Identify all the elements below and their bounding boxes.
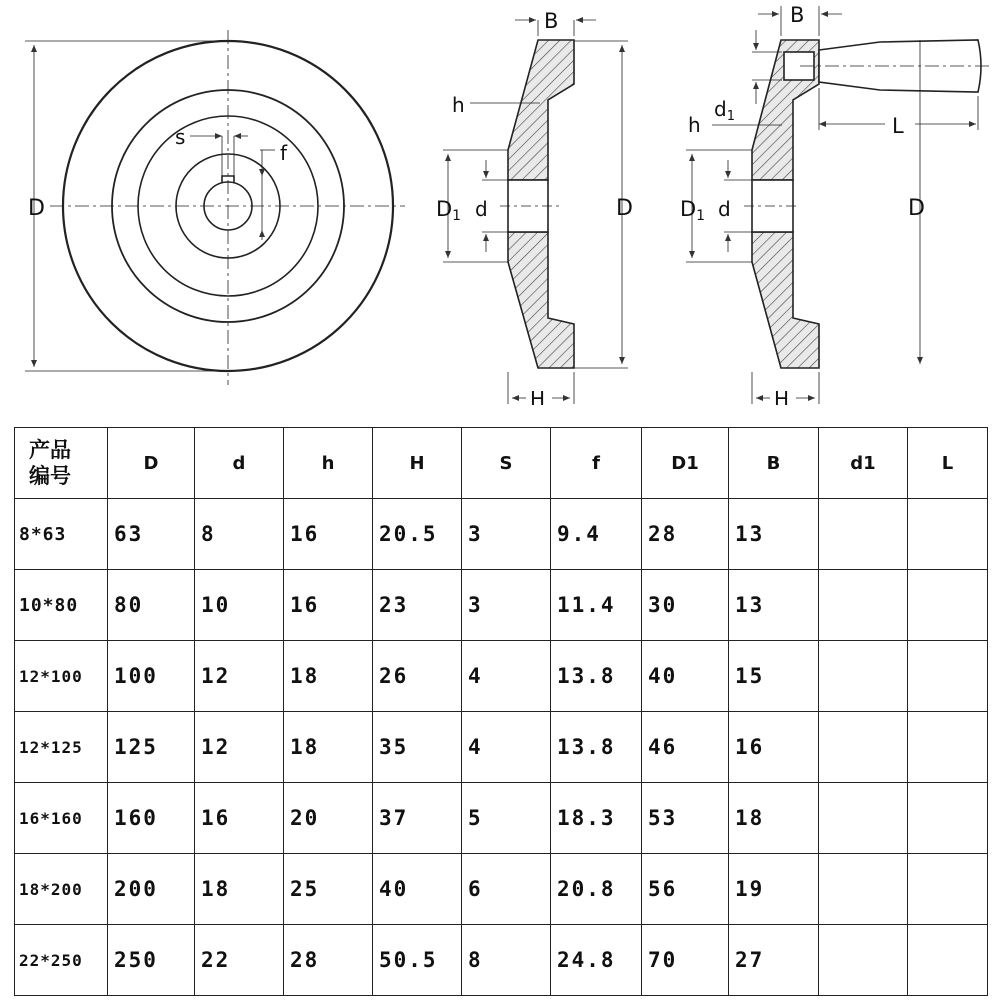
table-cell: 24.8: [551, 925, 642, 996]
header-D: D: [108, 428, 195, 499]
table-cell: 26: [373, 641, 462, 712]
table-cell: 25: [284, 854, 373, 925]
section-view: [443, 20, 628, 404]
table-cell: 18: [729, 783, 819, 854]
section-label-d: d: [475, 197, 488, 221]
table-cell: 18: [284, 641, 373, 712]
handle-label-d1: $d_1$: [714, 97, 735, 124]
table-cell: 200: [108, 854, 195, 925]
table-cell: 4: [462, 712, 551, 783]
table-cell: 20: [284, 783, 373, 854]
table-cell: 18: [195, 854, 284, 925]
header-d1: d1: [819, 428, 908, 499]
table-cell: 3: [462, 570, 551, 641]
handle-label-D1: D1: [680, 197, 706, 224]
table-cell: 40: [642, 641, 729, 712]
table-cell: [908, 712, 988, 783]
product-code-cell: 12*125: [15, 712, 108, 783]
section-upper-half: [508, 40, 574, 180]
table-cell: [908, 641, 988, 712]
table-row: [15, 641, 988, 712]
product-code-cell: 8*63: [15, 499, 108, 570]
table-row: [15, 712, 988, 783]
table-row: [15, 925, 988, 996]
table-cell: 18.3: [551, 783, 642, 854]
table-cell: 13.8: [551, 712, 642, 783]
handle-label-H: H: [774, 387, 790, 405]
table-cell: 6: [462, 854, 551, 925]
table-cell: [819, 854, 908, 925]
product-code-cell: 12*100: [15, 641, 108, 712]
table-cell: 20.5: [373, 499, 462, 570]
table-cell: 80: [108, 570, 195, 641]
handle-section-view: [686, 6, 990, 404]
table-cell: 56: [642, 854, 729, 925]
handle-label-h: h: [688, 113, 701, 137]
section-lower-half: [508, 232, 574, 368]
table-cell: 12: [195, 641, 284, 712]
handle-label-L: L: [892, 114, 904, 138]
front-label-D: D: [28, 196, 45, 221]
table-cell: 13: [729, 499, 819, 570]
front-view: [25, 30, 405, 385]
front-label-s: s: [175, 125, 186, 149]
table-cell: 100: [108, 641, 195, 712]
table-cell: 50.5: [373, 925, 462, 996]
handwheel-drawing: [0, 0, 1000, 405]
table-cell: [908, 854, 988, 925]
table-cell: 30: [642, 570, 729, 641]
table-cell: 20.8: [551, 854, 642, 925]
section-label-H: H: [530, 387, 546, 405]
table-cell: 19: [729, 854, 819, 925]
table-cell: 40: [373, 854, 462, 925]
table-row: [15, 854, 988, 925]
table-cell: 8: [462, 925, 551, 996]
product-code-cell: 16*160: [15, 783, 108, 854]
section-label-D1: D1: [436, 197, 462, 224]
handle-section-lower: [752, 232, 819, 368]
handle-label-d: d: [718, 197, 731, 221]
table-cell: 13.8: [551, 641, 642, 712]
table-cell: 46: [642, 712, 729, 783]
product-code-cell: 22*250: [15, 925, 108, 996]
table-cell: [819, 570, 908, 641]
table-cell: 35: [373, 712, 462, 783]
header-S: S: [462, 428, 551, 499]
header-h: h: [284, 428, 373, 499]
table-cell: 13: [729, 570, 819, 641]
table-header-row: [15, 428, 988, 499]
table-cell: 37: [373, 783, 462, 854]
header-f: f: [551, 428, 642, 499]
table-cell: 16: [284, 570, 373, 641]
table-cell: 70: [642, 925, 729, 996]
table-cell: 28: [284, 925, 373, 996]
front-label-f: f: [280, 141, 288, 165]
table-cell: 9.4: [551, 499, 642, 570]
table-cell: 11.4: [551, 570, 642, 641]
table-cell: [819, 499, 908, 570]
table-cell: [819, 783, 908, 854]
header-product-code: 产品 编号: [15, 428, 108, 499]
table-cell: 16: [729, 712, 819, 783]
table-cell: 63: [108, 499, 195, 570]
table-cell: 250: [108, 925, 195, 996]
handle-label-D: D: [908, 196, 925, 221]
table-cell: 10: [195, 570, 284, 641]
table-cell: 27: [729, 925, 819, 996]
spec-table: [14, 427, 988, 996]
handle-label-B: B: [790, 3, 805, 27]
table-cell: 15: [729, 641, 819, 712]
table-cell: 16: [195, 783, 284, 854]
table-row: [15, 783, 988, 854]
table-cell: [908, 570, 988, 641]
table-cell: [908, 925, 988, 996]
table-cell: 8: [195, 499, 284, 570]
table-cell: 53: [642, 783, 729, 854]
table-cell: [908, 783, 988, 854]
product-code-cell: 10*80: [15, 570, 108, 641]
table-cell: 160: [108, 783, 195, 854]
section-label-D: D: [616, 196, 633, 221]
header-B: B: [729, 428, 819, 499]
table-cell: 4: [462, 641, 551, 712]
section-label-B: B: [544, 9, 559, 33]
table-row: [15, 570, 988, 641]
product-code-cell: 18*200: [15, 854, 108, 925]
table-cell: [819, 641, 908, 712]
table-cell: 125: [108, 712, 195, 783]
table-cell: 12: [195, 712, 284, 783]
header-H: H: [373, 428, 462, 499]
table-cell: 28: [642, 499, 729, 570]
table-cell: 22: [195, 925, 284, 996]
table-cell: [908, 499, 988, 570]
table-cell: 23: [373, 570, 462, 641]
header-L: L: [908, 428, 988, 499]
table-cell: [819, 925, 908, 996]
section-label-h: h: [452, 93, 465, 117]
table-cell: 3: [462, 499, 551, 570]
table-cell: [819, 712, 908, 783]
table-cell: 18: [284, 712, 373, 783]
table-cell: 16: [284, 499, 373, 570]
table-cell: 5: [462, 783, 551, 854]
header-D1: D1: [642, 428, 729, 499]
header-d: d: [195, 428, 284, 499]
table-row: [15, 499, 988, 570]
